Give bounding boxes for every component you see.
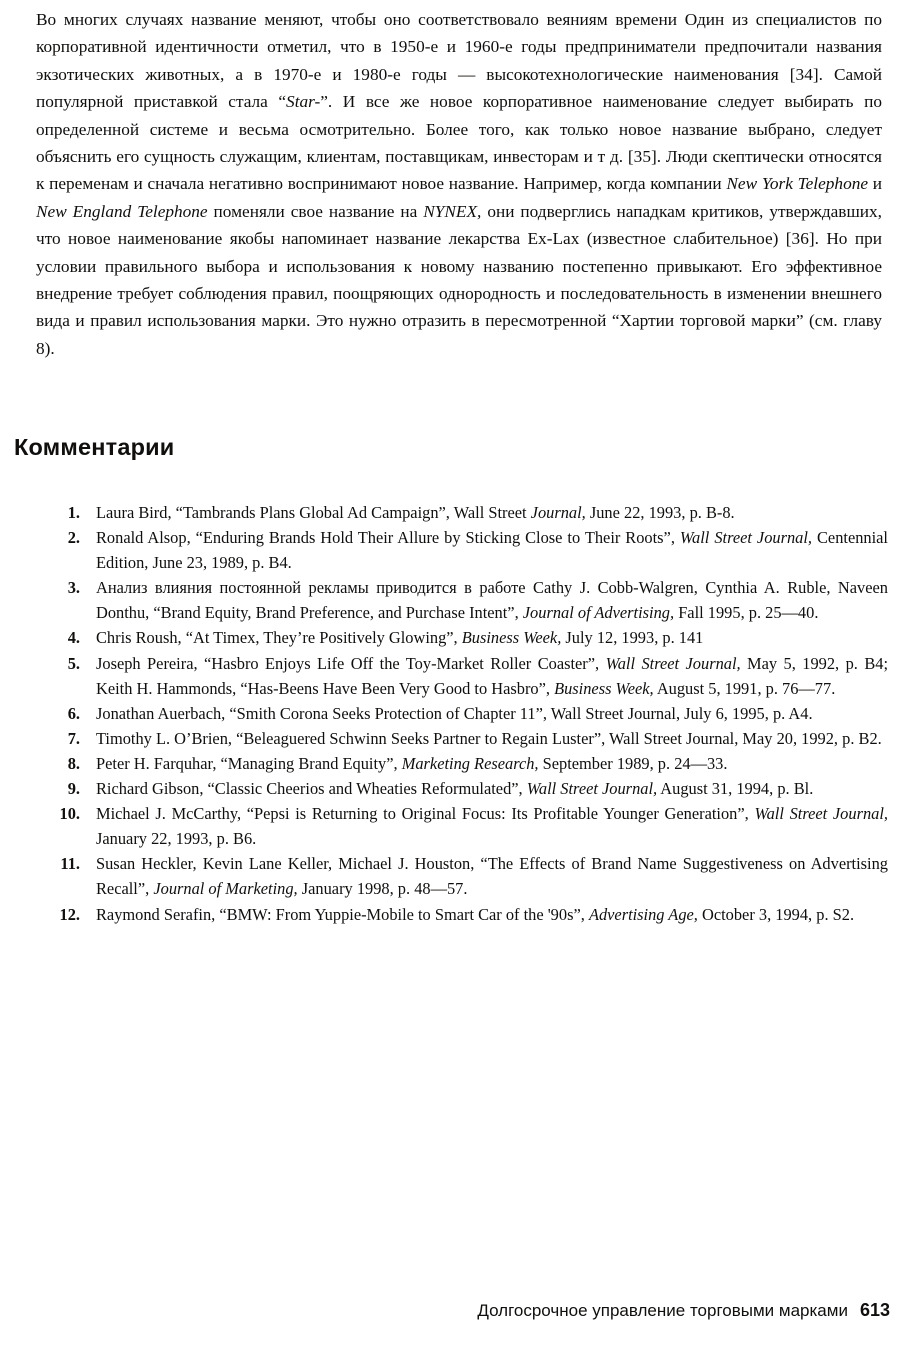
note-number: 11. [60,854,80,874]
note-number: 9. [67,779,80,799]
note-number: 5. [67,653,80,673]
note-number: 8. [67,753,80,773]
note-text: Raymond Serafin, “BMW: From Yuppie-Mobile to Smart Car of the '90s”, Advertising Age, October 3, 1994, p. S2. [96,904,855,924]
note-number: 1. [67,503,80,522]
note-text: Laura Bird, “Tambrands Plans Global Ad Campaign”, Wall Street Journal, June 22, 1993, p. B-8. [96,503,735,522]
note-text: Анализ влияния постоянной рекламы приводится в работе Cathy J. Cobb-Walgren, Cynthia A. Ruble, Naveen Donthu, “Brand Equity, Brand Preference, and Purchase Intent”, Journal of Advertising, Fall 1995, p. 25—40. [96,578,888,623]
list-item [40,801,888,851]
note-number: 7. [67,728,80,748]
note-text: Peter H. Farquhar, “Managing Brand Equity”, Marketing Research, September 1989, p. 24—33. [96,753,728,773]
note-text: Richard Gibson, “Classic Cheerios and Wheaties Reformulated”, Wall Street Journal, August 31, 1994, p. Bl. [96,779,814,799]
note-number: 3. [67,578,80,598]
list-item [40,575,888,625]
note-number: 6. [67,703,80,723]
list-item [40,751,888,776]
list-item [40,701,888,726]
note-number: 4. [67,628,80,648]
list-item [40,500,888,525]
footer-page-number: 613 [859,1300,890,1320]
paragraph-text: Во многих случаях название меняют, чтобы оно соответствовало веяниям времени Один из специалистов по корпоративной идентичности отметил, что в 1950-е и 1960-е годы предприниматели предпочитали названия экзотических животных, а в 1970-е и 1980-е годы — высокотехнологические наименования [34]. Самой популярной приставкой стала “Star-”. И все же новое корпоративное наименование следует выбирать по определенной системе и весьма осмотрительно. Более того, как только новое название выбрано, следует объяснить его сущность служащим, клиентам, поставщикам, инвесторам и т д. [35]. Люди скептически относятся к переменам и сначала негативно воспринимают новое название. Например, когда компании New York Telephone и New England Telephone поменяли свое название на NYNEX, они подверглись нападкам критиков, утверждавших, что новое наименование якобы напоминает название лекарства Ex-Lax (известное слабительное) [36]. Но при условии правильного выбора и использования к новому названию постепенно привыкают. Его эффективное внедрение требует соблюдения правил, поощряющих однородность и последовательность в изменении внешнего вида и правил использования марки. Это нужно отразить в пересмотренной “Хартии торговой марки” (см. главу 8). [36,10,883,358]
note-text: Jonathan Auerbach, “Smith Corona Seeks Protection of Chapter 11”, Wall Street Journal, July 6, 1995, p. A4. [96,703,813,723]
body-paragraph [36,6,882,362]
list-item [40,776,888,801]
list-item [40,651,888,701]
page-footer [0,1300,912,1321]
note-number: 2. [67,528,80,548]
note-text: Joseph Pereira, “Hasbro Enjoys Life Off the Toy-Market Roller Coaster”, Wall Street Journal, May 5, 1992, p. B4; Keith H. Hammonds, “Has-Beens Have Been Very Good to Hasbro”, Business Week, August 5, 1991, p. 76—77. [96,653,888,698]
note-text: Timothy L. O’Brien, “Beleaguered Schwinn Seeks Partner to Regain Luster”, Wall Street Journal, May 20, 1992, p. B2. [96,728,882,748]
note-text: Susan Heckler, Kevin Lane Keller, Michael J. Houston, “The Effects of Brand Name Suggestiveness on Advertising Recall”, Journal of Marketing, January 1998, p. 48—57. [96,854,888,899]
footer-running-title: Долгосрочное управление торговыми марками [477,1301,848,1320]
list-item [40,625,888,650]
list-item [40,902,888,927]
notes-list [40,500,888,927]
note-text: Chris Roush, “At Timex, They’re Positively Glowing”, Business Week, July 12, 1993, p. 141 [96,628,704,648]
page-title: Комментарии [14,434,175,460]
note-text: Michael J. McCarthy, “Pepsi is Returning to Original Focus: Its Profitable Younger Generation”, Wall Street Journal, January 22, 1993, p. B6. [96,804,888,849]
note-text: Ronald Alsop, “Enduring Brands Hold Their Allure by Sticking Close to Their Roots”, Wall Street Journal, Centennial Edition, June 23, 1989, p. B4. [96,528,888,573]
list-item [40,525,888,575]
note-number: 12. [59,904,80,924]
note-number: 10. [59,804,80,824]
list-item [40,851,888,901]
list-item [40,726,888,751]
